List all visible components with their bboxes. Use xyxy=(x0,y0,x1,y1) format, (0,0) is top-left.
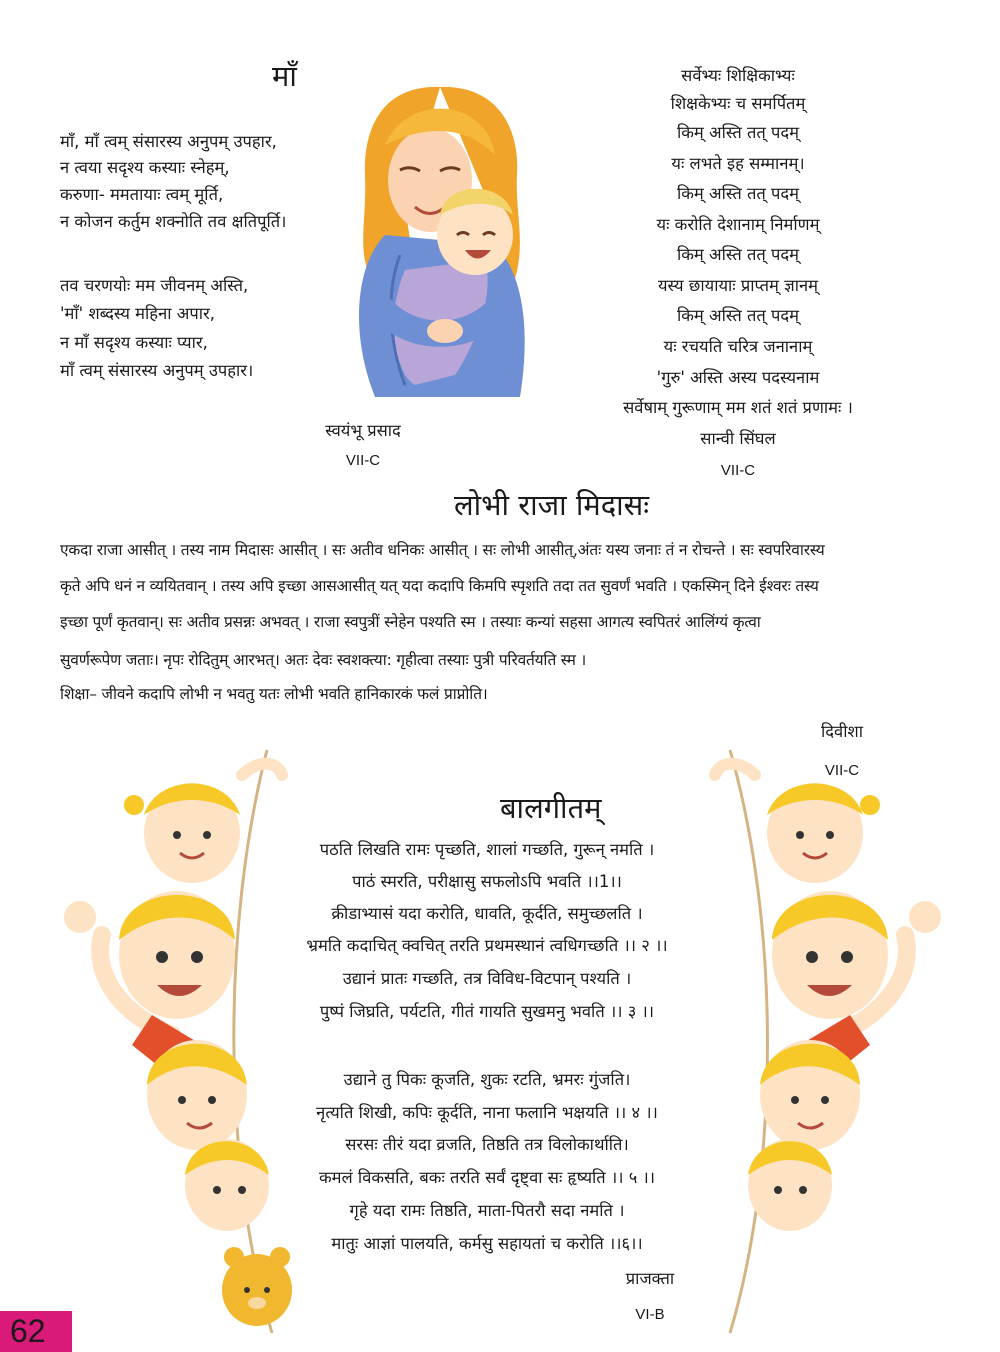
guru-line: सर्वेषाम् गुरूणाम् मम शतं शतं प्रणामः । xyxy=(623,398,853,417)
story-author: दिवीशा xyxy=(821,722,863,741)
maa-line: माँ, माँ त्वम् संसारस्य अनुपम् उपहार, xyxy=(60,132,277,151)
story-line: कृते अपि धनं न व्ययितवान् । तस्य अपि इच्छा आसआसीत् यत् यदा कदापि किमपि स्पृशति तदा तत सुवर्णं भवति । एकस्मिन् दिने ईश्वरः तस्य xyxy=(60,577,819,595)
maa-line: न कोजन कर्तुम शक्नोति तव क्षतिपूर्ति। xyxy=(60,212,287,231)
maa-line: न माँ सदृश्य कस्याः प्यार, xyxy=(60,333,208,352)
story-class: VII-C xyxy=(824,762,860,779)
guru-author: सान्वी सिंघल xyxy=(700,429,776,448)
maa-line: न त्वया सदृश्य कस्याः स्नेहम्, xyxy=(60,158,230,177)
maa-line: माँ त्वम् संसारस्य अनुपम् उपहार। xyxy=(60,361,254,380)
kids-peeking-right-illustration xyxy=(700,745,950,1335)
maa-title: माँ xyxy=(272,59,297,93)
guru-line: यः करोति देशानाम् निर्माणम् xyxy=(656,215,820,234)
story-moral: शिक्षा– जीवने कदापि लोभी न भवतु यतः लोभी भवति हानिकारकं फलं प्राप्नोति। xyxy=(60,685,488,703)
guru-line: यः रचयति चरित्र जनानाम् xyxy=(663,337,813,356)
story-title: लोभी राजा मिदासः xyxy=(454,488,650,522)
guru-line: सर्वेभ्यः शिक्षिकाभ्यः xyxy=(681,66,795,85)
guru-line: यस्य छायायाः प्राप्तम् ज्ञानम् xyxy=(657,276,819,295)
story-line: सुवर्णरूपेण जताः। नृपः रोदितुम् आरभत्। अतः देवः स्वशक्त्या: गृहीत्वा तस्याः पुत्री परिवर्तयति स्म । xyxy=(60,651,587,669)
guru-line: किम् अस्ति तत् पदम् xyxy=(676,184,800,203)
balgeet-line: पाठं स्मरति, परीक्षासु सफलोऽपि भवति ।।1।। xyxy=(352,872,622,891)
page-number: 62 xyxy=(0,1311,72,1352)
maa-line: करुणा- ममतायाः त्वम् मूर्ति, xyxy=(60,185,224,204)
balgeet-line: पुष्पं जिघ्रति, पर्यटति, गीतं गायति सुखमनु भवति ।। ३ ।। xyxy=(319,1002,655,1021)
guru-line: शिक्षकेभ्यः च समर्पितम् xyxy=(670,94,806,113)
balgeet-line: सरसः तीरं यदा व्रजति, तिष्ठति तत्र विलोकार्थाति। xyxy=(345,1135,629,1154)
maa-line: तव चरणयोः मम जीवनम् अस्ति, xyxy=(60,276,249,295)
story-line: एकदा राजा आसीत् । तस्य नाम मिदासः आसीत् । सः अतीव धनिकः आसीत् । सः लोभी आसीत्,अंतः यस्य जनाः तं न रोचन्ते । सः स्वपरिवारस्य xyxy=(60,541,825,559)
balgeet-line: पठति लिखति रामः पृच्छति, शालां गच्छति, गुरून् नमति । xyxy=(319,840,655,859)
guru-line: किम् अस्ति तत् पदम् xyxy=(676,123,800,142)
guru-line: किम् अस्ति तत् पदम् xyxy=(676,245,800,264)
balgeet-line: उद्यानं प्रातः गच्छति, तत्र विविध-विटपान् पश्यति । xyxy=(342,969,632,988)
guru-line: यः लभते इह सम्मानम्। xyxy=(671,154,805,173)
balgeet-author: प्राजक्ता xyxy=(625,1269,675,1288)
kids-peeking-left-illustration xyxy=(62,745,302,1335)
mother-baby-illustration xyxy=(345,85,535,397)
guru-line: किम् अस्ति तत् पदम् xyxy=(676,306,800,325)
balgeet-class: VI-B xyxy=(635,1306,665,1323)
guru-class: VII-C xyxy=(720,462,756,479)
maa-class: VII-C xyxy=(345,452,381,469)
maa-author: स्वयंभू प्रसाद xyxy=(325,421,401,440)
guru-line: 'गुरु' अस्ति अस्य पदस्यनाम xyxy=(656,368,820,387)
balgeet-line: उद्याने तु पिकः कूजति, शुकः रटति, भ्रमरः गुंजति। xyxy=(343,1070,631,1089)
balgeet-line: मातुः आज्ञां पालयति, कर्मसु सहायतां च करोति ।।६।। xyxy=(331,1234,643,1253)
balgeet-line: भ्रमति कदाचित् क्वचित् तरति प्रथमस्थानं त्वधिगच्छति ।। २ ।। xyxy=(306,936,668,955)
balgeet-title: बालगीतम् xyxy=(500,791,602,825)
story-line: इच्छा पूर्णं कृतवान्। सः अतीव प्रसन्नः अभवत् । राजा स्वपुत्रीं स्नेहेन पश्यति स्म । तस्याः कन्यां सहसा आगत्य स्वपितरं आलिंग्यं कृत्वा xyxy=(60,613,761,631)
balgeet-line: कमलं विकसति, बकः तरति सर्वं दृष्ट्वा सः हृष्यति ।। ५ ।। xyxy=(318,1168,656,1187)
balgeet-line: गृहे यदा रामः तिष्ठति, माता-पितरौ सदा नमति । xyxy=(349,1201,625,1220)
maa-line: 'माँ' शब्दस्य महिना अपार, xyxy=(60,304,215,323)
balgeet-line: नृत्यति शिखी, कपिः कूर्दति, नाना फलानि भक्षयति ।। ४ ।। xyxy=(316,1103,658,1122)
balgeet-line: क्रीडाभ्यासं यदा करोति, धावति, कूर्दति, समुच्छलति । xyxy=(331,904,643,923)
